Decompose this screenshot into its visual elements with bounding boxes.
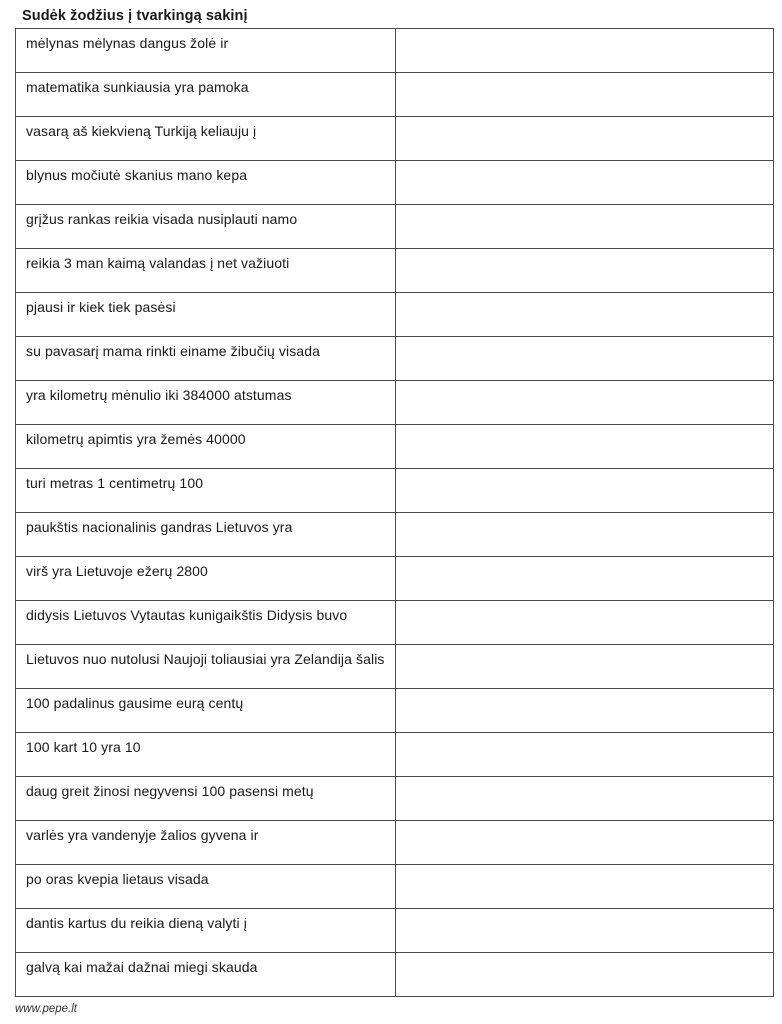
scrambled-words-cell: varlės yra vandenyje žalios gyvena ir [16,821,396,865]
answer-cell[interactable] [396,117,774,161]
scrambled-words-cell: dantis kartus du reikia dieną valyti į [16,909,396,953]
table-row [16,909,774,953]
answer-cell[interactable] [396,777,774,821]
scrambled-words-cell: blynus močiutė skanius mano kepa [16,161,396,205]
table-row [16,117,774,161]
table-row [16,777,774,821]
answer-cell[interactable] [396,381,774,425]
answer-cell[interactable] [396,513,774,557]
table-row [16,205,774,249]
table-row [16,29,774,73]
scrambled-words-cell: grįžus rankas reikia visada nusiplauti namo [16,205,396,249]
table-row [16,865,774,909]
answer-cell[interactable] [396,337,774,381]
answer-cell[interactable] [396,953,774,997]
table-row [16,645,774,689]
answer-cell[interactable] [396,909,774,953]
table-row [16,293,774,337]
table-row [16,381,774,425]
answer-cell[interactable] [396,73,774,117]
worksheet-title: Sudėk žodžius į tvarkingą sakinį [22,8,248,24]
table-row [16,601,774,645]
scrambled-words-cell: 100 padalinus gausime eurą centų [16,689,396,733]
answer-cell[interactable] [396,557,774,601]
scrambled-words-cell: reikia 3 man kaimą valandas į net važiuoti [16,249,396,293]
exercise-table-body [16,29,774,997]
scrambled-words-cell: su pavasarį mama rinkti einame žibučių visada [16,337,396,381]
table-row [16,469,774,513]
scrambled-words-cell: 100 kart 10 yra 10 [16,733,396,777]
answer-cell[interactable] [396,469,774,513]
table-row [16,161,774,205]
table-row [16,733,774,777]
scrambled-words-cell: kilometrų apimtis yra žemės 40000 [16,425,396,469]
answer-cell[interactable] [396,249,774,293]
scrambled-words-cell: po oras kvepia lietaus visada [16,865,396,909]
scrambled-words-cell: turi metras 1 centimetrų 100 [16,469,396,513]
answer-cell[interactable] [396,29,774,73]
scrambled-words-cell: matematika sunkiausia yra pamoka [16,73,396,117]
answer-cell[interactable] [396,689,774,733]
table-row [16,689,774,733]
scrambled-words-cell: daug greit žinosi negyvensi 100 pasensi metų [16,777,396,821]
scrambled-words-cell: pjausi ir kiek tiek pasėsi [16,293,396,337]
table-row [16,953,774,997]
scrambled-words-cell: vasarą aš kiekvieną Turkiją keliauju į [16,117,396,161]
answer-cell[interactable] [396,733,774,777]
answer-cell[interactable] [396,161,774,205]
scrambled-words-cell: mėlynas mėlynas dangus žolė ir [16,29,396,73]
answer-cell[interactable] [396,205,774,249]
scrambled-words-cell: Lietuvos nuo nutolusi Naujoji toliausiai yra Zelandija šalis [16,645,396,689]
footer-website: www.pepe.lt [15,1003,78,1015]
scrambled-words-cell: didysis Lietuvos Vytautas kunigaikštis Didysis buvo [16,601,396,645]
scrambled-words-cell: virš yra Lietuvoje ežerų 2800 [16,557,396,601]
answer-cell[interactable] [396,821,774,865]
answer-cell[interactable] [396,645,774,689]
table-row [16,425,774,469]
scrambled-words-cell: paukštis nacionalinis gandras Lietuvos yra [16,513,396,557]
answer-cell[interactable] [396,425,774,469]
answer-cell[interactable] [396,865,774,909]
table-row [16,249,774,293]
scrambled-words-cell: galvą kai mažai dažnai miegi skauda [16,953,396,997]
table-row [16,557,774,601]
table-row [16,513,774,557]
table-row [16,73,774,117]
answer-cell[interactable] [396,293,774,337]
exercise-table [15,28,774,997]
scrambled-words-cell: yra kilometrų mėnulio iki 384000 atstumas [16,381,396,425]
table-row [16,821,774,865]
answer-cell[interactable] [396,601,774,645]
table-row [16,337,774,381]
